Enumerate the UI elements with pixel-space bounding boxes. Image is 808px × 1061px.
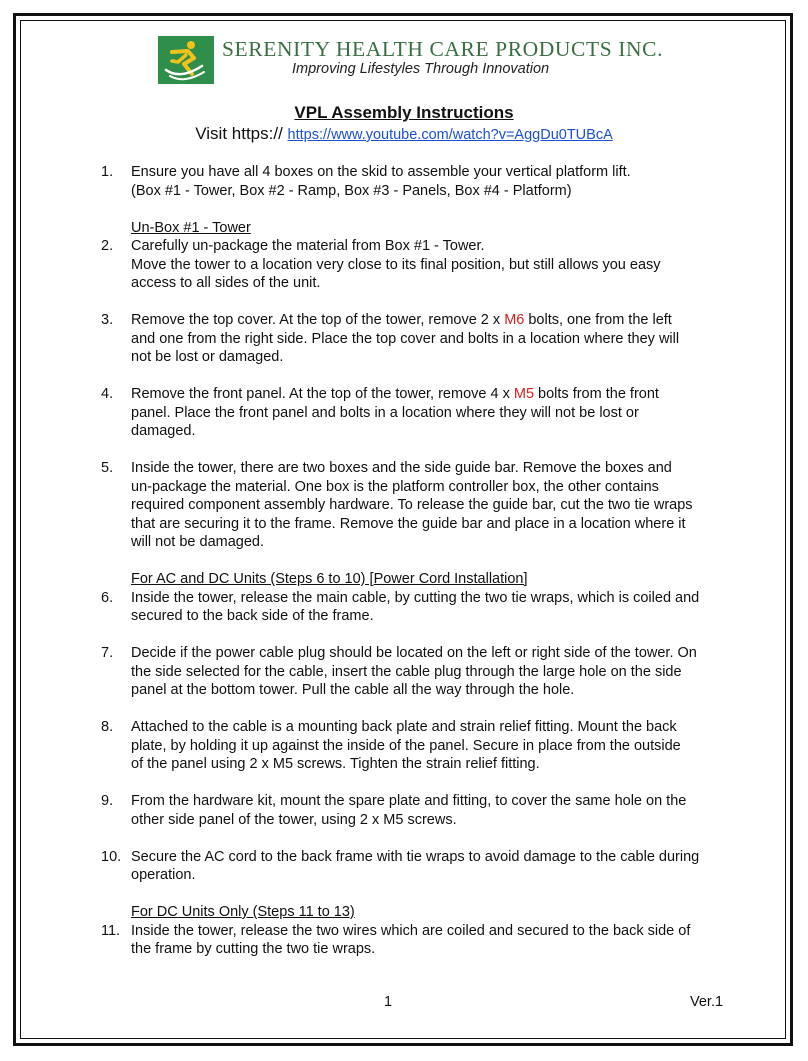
step-line: Move the tower to a location very close to its final position, but still allows you easy (131, 256, 661, 273)
step-1 (96, 163, 736, 200)
step-line: Carefully un-package the material from Box #1 - Tower. (131, 238, 485, 254)
step-line: panel at the bottom tower. Pull the cable all the way through the hole. (131, 682, 575, 698)
step-line: From the hardware kit, mount the spare plate and fitting, to cover the same hole on the (131, 793, 687, 809)
step-line: will not be damaged. (131, 534, 264, 550)
step-line: Attached to the cable is a mounting back plate and strain relief fitting. Mount the back (131, 719, 677, 735)
step-line: of the panel using 2 x M5 screws. Tighten the strain relief fitting. (131, 756, 540, 772)
step-line: the side selected for the cable, insert the cable plug through the large hole on the side (131, 663, 682, 680)
company-name: SERENITY HEALTH CARE PRODUCTS INC. (222, 37, 664, 61)
step-line: that are securing it to the frame. Remove the guide bar and place in a location where it (131, 515, 686, 532)
step-line: panel. Place the front panel and bolts in a location where they will not be lost or (131, 404, 639, 421)
step-line: not be lost or damaged. (131, 349, 284, 365)
step-11 (96, 922, 736, 959)
step-2 (96, 237, 736, 293)
step-number: 10. (101, 848, 122, 865)
step-line: damaged. (131, 423, 196, 439)
step-line: access to all sides of the unit. (131, 275, 321, 291)
step-line (131, 311, 736, 330)
step-line: secured to the back side of the frame. (131, 608, 374, 624)
step-number: 6. (101, 589, 114, 606)
bolt-size-highlight: M5 (513, 386, 535, 402)
section-heading-dc-only: For DC Units Only (Steps 11 to 13) (131, 904, 355, 920)
step-6 (96, 589, 736, 626)
step-number: 9. (101, 793, 114, 809)
step-9 (96, 792, 736, 829)
step-number: 1. (101, 164, 114, 180)
step-4 (96, 385, 736, 441)
step-line: Inside the tower, release the main cable, by cutting the two tie wraps, which is coiled and (131, 589, 700, 606)
step-line (131, 385, 736, 404)
step-number: 8. (101, 719, 114, 735)
step-line: other side panel of the tower, using 2 x M5 screws. (131, 811, 457, 828)
step-number: 5. (101, 460, 114, 476)
step-text: bolts from the front (534, 386, 659, 402)
step-line: un-package the material. One box is the platform controller box, the other contains (131, 478, 659, 495)
step-line: Inside the tower, release the two wires which are coiled and secured to the back side of (131, 922, 691, 939)
step-line: Secure the AC cord to the back frame with tie wraps to avoid damage to the cable during (131, 848, 700, 865)
step-line: Decide if the power cable plug should be located on the left or right side of the tower. On (131, 645, 697, 661)
company-tagline: Improving Lifestyles Through Innovation (292, 61, 550, 77)
step-number: 2. (101, 238, 114, 254)
company-logo-icon (158, 36, 214, 84)
step-text: bolts, one from the left (524, 312, 672, 328)
step-text: Remove the top cover. At the top of the tower, remove 2 x (131, 312, 505, 328)
step-number: 4. (101, 386, 114, 402)
step-number: 3. (101, 312, 114, 328)
step-line: operation. (131, 867, 196, 883)
step-10 (96, 848, 736, 885)
step-line: required component assembly hardware. To release the guide bar, cut the two tie wraps (131, 497, 693, 513)
step-7 (96, 644, 736, 700)
step-number: 7. (101, 645, 114, 661)
visit-line (0, 124, 808, 144)
section-heading-unbox: Un-Box #1 - Tower (131, 219, 251, 236)
step-number: 11. (101, 922, 121, 939)
step-line: (Box #1 - Tower, Box #2 - Ramp, Box #3 - Panels, Box #4 - Platform) (131, 182, 572, 199)
video-link[interactable]: https://www.youtube.com/watch?v=AggDu0TUBcA (287, 127, 613, 143)
instructions-body (96, 163, 736, 959)
step-text: Remove the front panel. At the top of the tower, remove 4 x (131, 386, 514, 402)
step-line: and one from the right side. Place the top cover and bolts in a location where they will (131, 330, 680, 347)
step-line: Inside the tower, there are two boxes and the side guide bar. Remove the boxes and (131, 460, 672, 476)
section-heading-ac-dc: For AC and DC Units (Steps 6 to 10) [Power Cord Installation] (131, 571, 528, 587)
step-8 (96, 718, 736, 774)
step-line: Ensure you have all 4 boxes on the skid to assemble your vertical platform lift. (131, 164, 631, 180)
step-3 (96, 311, 736, 367)
step-line: the frame by cutting the two tie wraps. (131, 941, 376, 957)
bolt-size-highlight: M6 (504, 312, 525, 328)
step-line: plate, by holding it up against the inside of the panel. Secure in place from the outside (131, 737, 681, 754)
step-5 (96, 459, 736, 552)
document-title: VPL Assembly Instructions (294, 103, 514, 122)
document-version: Ver.1 (690, 994, 724, 1010)
page-number: 1 (384, 994, 393, 1010)
visit-label: Visit https:// (195, 124, 283, 143)
